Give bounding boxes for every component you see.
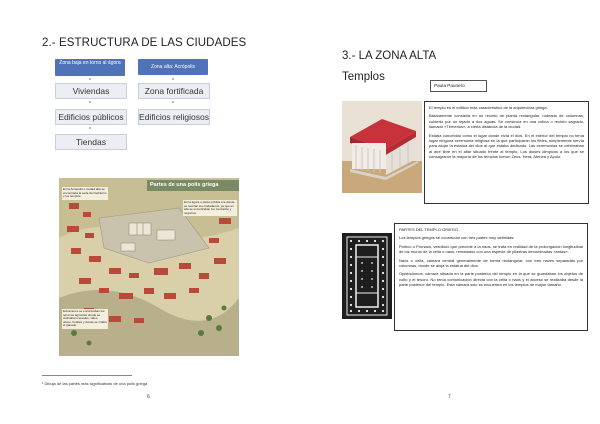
page-number-left: 6	[147, 394, 150, 400]
author-tag: Pauta Paunero	[430, 80, 487, 92]
diagram-item-tiendas: Tiendas	[55, 134, 127, 150]
diagram-item-edificios-religiosos: Edificios religiosos	[138, 109, 210, 125]
page-title: 2.- ESTRUCTURA DE LAS CIUDADES	[42, 37, 247, 49]
temple-model-image	[342, 101, 422, 193]
section-title: 3.- LA ZONA ALTA	[342, 50, 437, 62]
page-number-right: 7	[448, 394, 451, 400]
connector-dot	[89, 78, 91, 80]
connector-dot	[172, 101, 174, 103]
connector-dot	[89, 101, 91, 103]
label-agora: En la ágora o plaza pública era donde se reunían los ciudadanos, ya que en ella se encontraban los mercados y negocios.	[183, 200, 237, 216]
section-subtitle: Templos	[342, 71, 385, 83]
zona-baja-header: Zona baja en torno al ágora	[55, 59, 125, 76]
diagram-item-viviendas: Viviendas	[55, 83, 127, 99]
polis-illustration	[59, 178, 239, 356]
diagram-item-edificios-publicos: Edificios públicos	[55, 109, 127, 125]
temple-paragraph: Básicamente consistía en un recinto de planta rectangular, rodeado de columnas, cubierto por un tejado a dos aguas. Se construía en una colina o recinto sagrado, llamado «Témenos», a cierta distancia de la ciudad.	[429, 113, 584, 130]
connector-dot	[172, 78, 174, 80]
parts-paragraph: Los templos griegos se construían con tres partes muy definidas:	[399, 235, 515, 241]
floor-plan-drawing	[342, 233, 392, 319]
zona-alta-header: Zona alta: Acrópolis	[138, 59, 208, 75]
connector-dot	[89, 127, 91, 129]
footnote-rule	[42, 375, 132, 376]
temple-parts-description	[394, 223, 588, 331]
temple-paragraph: Estaba concebido como el lugar donde vivía el dios. En el interior del templo no tenía lugar ninguna ceremonia religiosa en la que participaran los fieles, simplemente servía para alojar la estatua del dios al que estaba dedicado. Las ceremonias se celebraban al aire libre en el altar situado frente al templo. Los dioses dimpicos a los que se consagraron la mayoría de los templos fueron Zeus, Hera, Atenea y Apolo.	[429, 132, 584, 160]
diagram-item-zona-fortificada: Zona fortificada	[138, 83, 210, 99]
parts-paragraph: Naos o cella, cámara central generalmente de forma rectangular, con tres naves separadas por columnas, donde se aloja la estatua del dios.	[399, 257, 583, 269]
parts-paragraph: Pórtico o Pronaos, vestíbulo que precede a la naos, se trata en realidad de la prolongación longitudinal de los muros de la cella o naos, rematados con una especie de pilastras denominadas «antas».	[399, 243, 583, 255]
temple-photo	[342, 101, 422, 193]
temple-description	[424, 101, 589, 204]
parts-title: PARTES DEL TEMPLO GRIEGO	[399, 227, 458, 232]
illustration-title: Partes de una polis griega	[147, 180, 239, 191]
temple-paragraph: El templo es el edificio más característico de la arquitectura griega.	[429, 105, 548, 110]
parts-paragraph: Opistódomos, cámara situada en la parte posterior del templo en la que se guardaban los objetos de culto y el tesoro. No tenía comunicación directa con la cella o naos y el acceso se realizaba desde la parte posterior del templo. Esta cámara solo se encuentra en los templos de mayor tamaño.	[399, 271, 583, 288]
label-extramuros: Extramuros se encontraban los terrenos agrícolas donde se cultivaban cereales, vides, olivos, frutales y donde se criaba el ganado.	[63, 309, 107, 328]
footnote: ¹ Dibuja de las partes más significativas de una polis griega	[42, 381, 148, 386]
temple-floor-plan	[342, 233, 392, 319]
label-acropolis: En la Acrópolis o ciudad alta se encontraba la sede del Gobierno y los templos.	[63, 187, 107, 199]
